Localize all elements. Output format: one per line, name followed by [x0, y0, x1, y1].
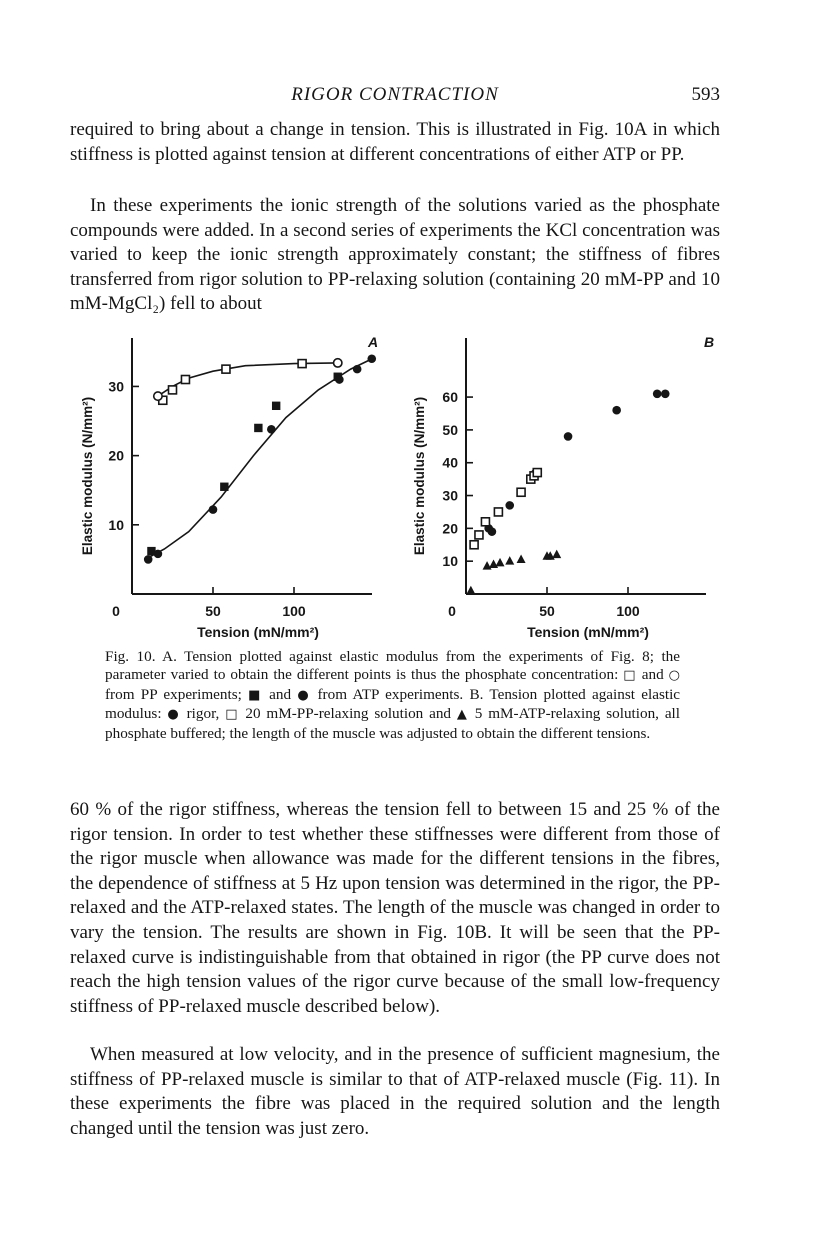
- filled-circle-point: [612, 406, 621, 415]
- filled-circle-point: [144, 555, 153, 564]
- caption-text-7: 20 mM-PP-relaxing solution and: [245, 705, 452, 723]
- panel-label: B: [704, 334, 715, 350]
- paragraph-4: When measured at low velocity, and in the presence of sufficient magnesium, the stiffness of PP-relaxed muscle is similar to that of ATP-relaxed muscle (Fig. 11). In these experiments the fibre was placed in the required solution and the length changed until the tension was just zero.: [70, 1044, 720, 1139]
- paragraph-1: required to bring about a change in tension. This is illustrated in Fig. 10A in which stiffness is plotted against tension at different concentrations of either ATP or PP.: [70, 119, 720, 165]
- filled-square-key-icon: ■: [248, 687, 263, 703]
- filled-triangle-point: [505, 556, 514, 565]
- panel-a-chart: [80, 334, 378, 640]
- x-tick-label: 100: [282, 603, 306, 619]
- paragraph-2: In these experiments the ionic strength of the solutions varied as the phosphate compounds were added. In a second series of experiments the KCl concentration was varied to keep the ionic strength approximately constant; the stiffness of fibres transferred from rigor solution to PP-relaxing solution (containing 20 mM-PP and 10 mM-MgCl₂) fell to about: [70, 195, 720, 315]
- open-square-point: [298, 360, 306, 368]
- filled-square-point: [254, 424, 262, 432]
- filled-square-point: [272, 402, 280, 410]
- y-axis-label: Elastic modulus (N/mm²): [80, 396, 95, 556]
- filled-circle-point: [335, 375, 344, 384]
- paragraph-3: 60 % of the rigor stiffness, whereas the tension fell to between 15 and 25 % of the rigor tension. In order to test whether these stiffnesses were different from those of the rigor muscle when allowance was made for the different tensions in the fibres, the dependence of stiffness at 5 Hz upon tension was determined in the rigor, the PP-relaxed and the ATP-relaxed states. The length of the muscle was changed in order to vary the tension. The results are shown in Fig. 10B. It will be seen that the PP-relaxed curve is indistinguishable from that obtained in rigor (the PP curve does not reach the high tension values of the rigor curve because of the small low-frequency stiffness of PP-relaxed muscle described below).: [70, 799, 720, 1017]
- filled-circle-key-icon: ●: [297, 687, 312, 703]
- filled-circle-point: [564, 432, 573, 441]
- filled-circle-point: [154, 550, 163, 559]
- x-axis-label: Tension (mN/mm²): [527, 624, 649, 640]
- filled-triangle-point: [552, 550, 561, 559]
- y-tick-label: 10: [442, 553, 458, 570]
- filled-circle-point: [353, 365, 362, 374]
- open-square-key-icon: □: [623, 668, 637, 684]
- y-tick-label: 10: [108, 516, 124, 533]
- filled-triangle-point: [466, 586, 475, 595]
- filled-circle-point: [367, 354, 376, 363]
- x-tick-label: 50: [539, 603, 555, 619]
- open-square-point: [470, 541, 478, 549]
- open-square-point: [169, 386, 177, 394]
- y-tick-label: 30: [442, 487, 458, 504]
- y-tick-label: 30: [108, 378, 124, 395]
- page-number: 593: [691, 84, 720, 105]
- y-tick-label: 60: [442, 389, 458, 406]
- open-square-point: [475, 531, 483, 539]
- filled-circle-point: [661, 389, 670, 398]
- open-circle-point: [334, 359, 342, 367]
- open-square-point: [481, 518, 489, 526]
- x-tick-label: 0: [112, 603, 120, 619]
- caption-text-8: 5 mM-ATP-relaxing solution, all phosphate buffered; the length of the muscle was adjusted to obtain the different tensions.: [105, 705, 681, 742]
- filled-circle-point: [653, 389, 662, 398]
- figure-10: [70, 330, 730, 642]
- x-tick-label: 0: [448, 603, 456, 619]
- open-circle-key-icon: ○: [668, 668, 681, 684]
- y-tick-label: 20: [442, 520, 458, 537]
- open-circle-point: [154, 392, 162, 400]
- filled-circle-point: [505, 501, 514, 510]
- filled-square-point: [220, 483, 228, 491]
- open-square-key-icon-b: □: [225, 707, 240, 723]
- open-square-point: [494, 508, 502, 516]
- filled-circle-point: [209, 505, 218, 514]
- filled-circle-point: [267, 425, 276, 434]
- panel-label: A: [368, 334, 379, 350]
- open-square-point: [517, 488, 525, 496]
- filled-triangle-key-icon: ▲: [456, 707, 469, 723]
- running-title: RIGOR CONTRACTION: [291, 84, 499, 105]
- y-tick-label: 50: [442, 421, 458, 438]
- figure-caption: [105, 648, 680, 743]
- caption-text-1: Fig. 10. A. Tension plotted against elastic modulus from the experiments of Fig. 8; the parameter varied to obtain the different points is thus the phosphate concentration:: [105, 648, 680, 684]
- x-tick-label: 100: [616, 603, 640, 619]
- caption-text-6: rigor,: [186, 705, 220, 723]
- open-square-point: [222, 365, 230, 373]
- figure-10-plots: [70, 330, 730, 642]
- caption-text-4: and: [269, 685, 292, 703]
- caption-text-3: from PP experiments;: [105, 685, 242, 703]
- x-tick-label: 50: [205, 603, 221, 619]
- caption-text-5: from ATP experiments. B. Tension plotted against elastic modulus:: [105, 685, 681, 723]
- running-head: [70, 84, 720, 112]
- x-axis-label: Tension (mN/mm²): [197, 624, 319, 640]
- caption-text-2: and: [641, 666, 664, 684]
- panel-b-chart: [412, 334, 714, 640]
- open-square-point: [533, 469, 541, 477]
- y-tick-label: 20: [108, 447, 124, 464]
- fitted-curve: [145, 357, 375, 559]
- y-tick-label: 40: [442, 454, 458, 471]
- y-axis-label: Elastic modulus (N/mm²): [412, 396, 427, 556]
- filled-circle-key-icon-b: ●: [167, 707, 181, 723]
- filled-triangle-point: [483, 561, 492, 570]
- filled-triangle-point: [496, 558, 505, 567]
- filled-triangle-point: [517, 555, 526, 564]
- open-square-point: [181, 376, 189, 384]
- filled-triangle-point: [489, 559, 498, 568]
